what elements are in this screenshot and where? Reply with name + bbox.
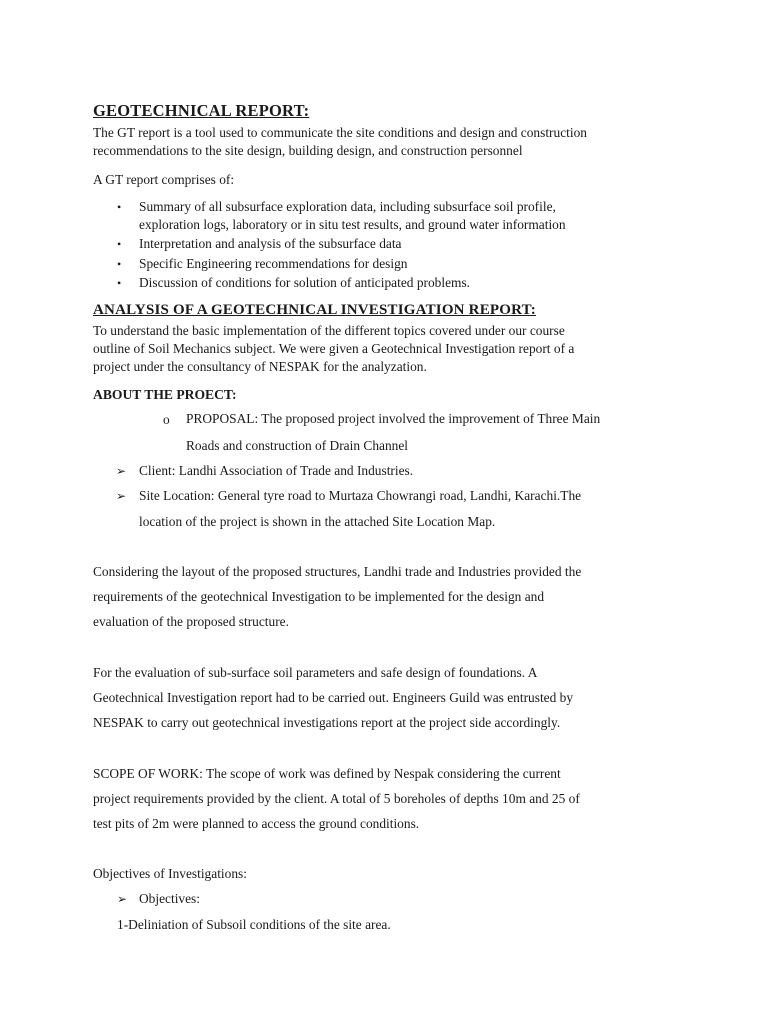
paragraph-line: SCOPE OF WORK: The scope of work was defined by Nespak considering the current [93, 766, 561, 781]
sub-bullet-icon: o [163, 412, 170, 427]
objectives-sub: Objectives: [139, 891, 200, 906]
client-line: Client: Landhi Association of Trade and Industries. [139, 463, 414, 478]
list-item: exploration logs, laboratory or in situ test results, and ground water information [139, 217, 566, 232]
objective-item: 1-Deliniation of Subsoil conditions of the site area. [117, 917, 391, 932]
arrow-bullet-icon: ➢ [116, 464, 127, 478]
arrow-bullet-icon: ➢ [117, 892, 128, 906]
section-title-geotechnical-report: GEOTECHNICAL REPORT: [93, 101, 310, 120]
list-item: Interpretation and analysis of the subsurface data [139, 236, 402, 251]
intro-line: recommendations to the site design, building design, and construction personnel [93, 143, 523, 158]
objectives-heading: Objectives of Investigations: [93, 866, 247, 881]
bullet-icon: • [117, 276, 122, 290]
bullet-icon: • [117, 257, 122, 271]
arrow-bullet-icon: ➢ [116, 489, 127, 503]
list-item: Discussion of conditions for solution of anticipated problems. [139, 275, 470, 290]
paragraph-line: To understand the basic implementation of the different topics covered under our course [93, 323, 565, 338]
paragraph-line: NESPAK to carry out geotechnical investigations report at the project side accordingly. [93, 715, 561, 730]
section-title-analysis: ANALYSIS OF A GEOTECHNICAL INVESTIGATION REPORT: [93, 302, 536, 318]
proposal-line: Roads and construction of Drain Channel [186, 438, 409, 453]
paragraph-line: project under the consultancy of NESPAK for the analyzation. [93, 359, 427, 374]
bullet-icon: • [117, 200, 122, 214]
section-title-about-project: ABOUT THE PROECT: [93, 387, 237, 402]
paragraph-line: Considering the layout of the proposed structures, Landhi trade and Industries provided the [93, 564, 582, 579]
paragraph-line: outline of Soil Mechanics subject. We were given a Geotechnical Investigation report of a [93, 341, 575, 356]
bullet-icon: • [117, 237, 122, 251]
paragraph-line: For the evaluation of sub-surface soil parameters and safe design of foundations. A [93, 665, 538, 680]
paragraph-line: Geotechnical Investigation report had to be carried out. Engineers Guild was entrusted by [93, 690, 574, 705]
site-line: location of the project is shown in the attached Site Location Map. [139, 514, 496, 529]
list-item: Specific Engineering recommendations for design [139, 256, 408, 271]
paragraph-line: requirements of the geotechnical Investigation to be implemented for the design and [93, 589, 545, 604]
list-item: Summary of all subsurface exploration data, including subsurface soil profile, [139, 199, 556, 214]
intro-line: The GT report is a tool used to communicate the site conditions and design and construction [93, 125, 587, 140]
paragraph-line: test pits of 2m were planned to access the ground conditions. [93, 816, 420, 831]
proposal-line: PROPOSAL: The proposed project involved the improvement of Three Main [186, 411, 601, 426]
paragraph-line: evaluation of the proposed structure. [93, 614, 289, 629]
paragraph-line: project requirements provided by the client. A total of 5 boreholes of depths 10m and 25 of [93, 791, 580, 806]
comprises-line: A GT report comprises of: [93, 172, 235, 187]
site-line: Site Location: General tyre road to Murtaza Chowrangi road, Landhi, Karachi.The [139, 488, 582, 503]
